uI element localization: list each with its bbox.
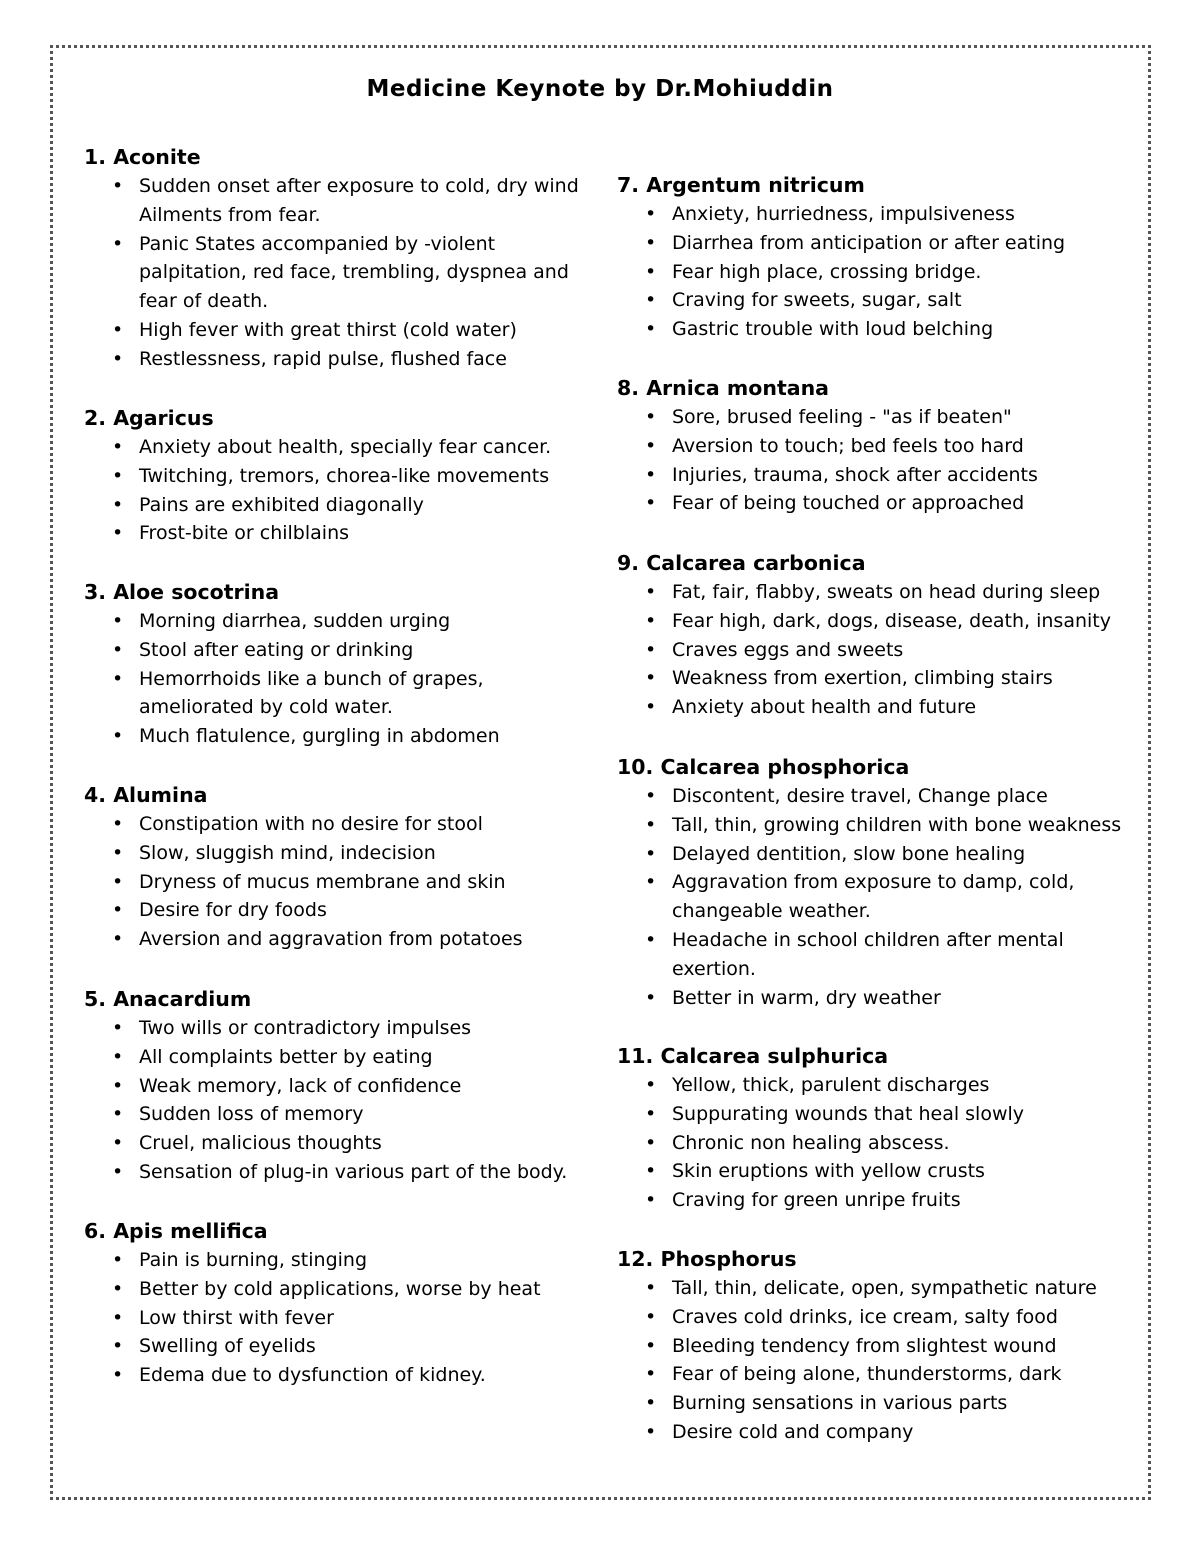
remedy-section-alumina: [84, 781, 599, 954]
keynote-list: [84, 810, 599, 954]
keynote-item: • Tall, thin, delicate, open, sympathetic nature: [617, 1274, 1137, 1303]
keynote-item: • Chronic non healing abscess.: [617, 1129, 1137, 1158]
keynote-item: • Sore, brused feeling - "as if beaten": [617, 403, 1137, 432]
keynote-item: • Suppurating wounds that heal slowly: [617, 1100, 1137, 1129]
keynote-item: • Fear of being touched or approached: [617, 489, 1137, 518]
keynote-item: • Pain is burning, stinging: [84, 1246, 599, 1275]
keynote-item: • Two wills or contradictory impulses: [84, 1014, 599, 1043]
remedy-section-phosphorus: [617, 1245, 1137, 1447]
keynote-item: • Dryness of mucus membrane and skin: [84, 868, 599, 897]
keynote-item: • Morning diarrhea, sudden urging: [84, 607, 599, 636]
keynote-item: • Fear high place, crossing bridge.: [617, 258, 1137, 287]
remedy-heading: 10. Calcarea phosphorica: [617, 755, 910, 779]
keynote-item: • Craving for sweets, sugar, salt: [617, 286, 1137, 315]
keynote-item: • Edema due to dysfunction of kidney.: [84, 1361, 599, 1390]
keynote-item: • Headache in school children after mental exertion.: [617, 926, 1137, 984]
keynote-item: • Frost-bite or chilblains: [84, 519, 599, 548]
keynote-item: • Much flatulence, gurgling in abdomen: [84, 722, 599, 751]
keynote-item: • Weak memory, lack of confidence: [84, 1072, 599, 1101]
keynote-item: • Desire for dry foods: [84, 896, 599, 925]
remedy-heading: 9. Calcarea carbonica: [617, 551, 866, 575]
keynote-item: • Better by cold applications, worse by heat: [84, 1275, 599, 1304]
keynote-item: • Craves eggs and sweets: [617, 636, 1137, 665]
keynote-item: • Twitching, tremors, chorea-like movements: [84, 462, 599, 491]
keynote-list: [84, 1014, 599, 1187]
keynote-item: • Bleeding tendency from slightest wound: [617, 1332, 1137, 1361]
keynote-item: • Anxiety, hurriedness, impulsiveness: [617, 200, 1137, 229]
remedy-heading: 7. Argentum nitricum: [617, 173, 865, 197]
keynote-list: [617, 578, 1137, 722]
remedy-section-calcarea-phosphorica: [617, 753, 1137, 1012]
keynote-item: • Craves cold drinks, ice cream, salty food: [617, 1303, 1137, 1332]
keynote-item: • Yellow, thick, parulent discharges: [617, 1071, 1137, 1100]
keynote-item: • Slow, sluggish mind, indecision: [84, 839, 599, 868]
keynote-list: [84, 433, 599, 548]
keynote-item: • Diarrhea from anticipation or after eating: [617, 229, 1137, 258]
keynote-list: [617, 1071, 1137, 1215]
remedy-section-arnica-montana: [617, 374, 1137, 518]
keynote-item: • Swelling of eyelids: [84, 1332, 599, 1361]
remedy-heading: 8. Arnica montana: [617, 376, 830, 400]
keynote-item: • Pains are exhibited diagonally: [84, 491, 599, 520]
keynote-item: • Aversion and aggravation from potatoes: [84, 925, 599, 954]
remedy-section-calcarea-carbonica: [617, 549, 1137, 722]
remedy-heading: 3. Aloe socotrina: [84, 580, 280, 604]
keynote-item: • Delayed dentition, slow bone healing: [617, 840, 1137, 869]
keynote-item: • Tall, thin, growing children with bone weakness: [617, 811, 1137, 840]
keynote-item: • Panic States accompanied by -violent palpitation, red face, trembling, dyspnea and fear of death.: [84, 230, 599, 316]
keynote-item: • High fever with great thirst (cold water): [84, 316, 599, 345]
keynote-item: • Sensation of plug-in various part of the body.: [84, 1158, 599, 1187]
keynote-item: • Aversion to touch; bed feels too hard: [617, 432, 1137, 461]
keynote-item: • Anxiety about health and future: [617, 693, 1137, 722]
remedy-section-aloe-socotrina: [84, 578, 599, 751]
keynote-item: • Craving for green unripe fruits: [617, 1186, 1137, 1215]
keynote-item: • Desire cold and company: [617, 1418, 1137, 1447]
keynote-item: • Cruel, malicious thoughts: [84, 1129, 599, 1158]
remedy-section-anacardium: [84, 985, 599, 1187]
remedy-section-aconite: [84, 143, 599, 374]
keynote-item: • Weakness from exertion, climbing stairs: [617, 664, 1137, 693]
remedy-section-argentum-nitricum: [617, 171, 1137, 344]
keynote-item: • Aggravation from exposure to damp, cold, changeable weather.: [617, 868, 1137, 926]
remedy-heading: 11. Calcarea sulphurica: [617, 1044, 889, 1068]
keynote-item: • Discontent, desire travel, Change place: [617, 782, 1137, 811]
keynote-item: • Hemorrhoids like a bunch of grapes, ameliorated by cold water.: [84, 665, 599, 723]
keynote-item: • Injuries, trauma, shock after accidents: [617, 461, 1137, 490]
page-title: Medicine Keynote by Dr.Mohiuddin: [366, 76, 834, 102]
remedy-heading: 6. Apis mellifica: [84, 1219, 268, 1243]
keynote-item: • Fear high, dark, dogs, disease, death, insanity: [617, 607, 1137, 636]
keynote-item: • Fat, fair, flabby, sweats on head during sleep: [617, 578, 1137, 607]
keynote-list: [617, 200, 1137, 344]
remedy-section-agaricus: [84, 404, 599, 548]
keynote-item: • Fear of being alone, thunderstorms, dark: [617, 1360, 1137, 1389]
remedy-heading: 4. Alumina: [84, 783, 208, 807]
keynote-list: [617, 1274, 1137, 1447]
keynote-list: [84, 607, 599, 751]
remedy-heading: 12. Phosphorus: [617, 1247, 797, 1271]
keynote-list: [84, 1246, 599, 1390]
keynote-item: • Better in warm, dry weather: [617, 984, 1137, 1013]
keynote-item: • Restlessness, rapid pulse, flushed face: [84, 345, 599, 374]
keynote-item: • Anxiety about health, specially fear cancer.: [84, 433, 599, 462]
remedy-heading: 2. Agaricus: [84, 406, 214, 430]
keynote-list: [84, 172, 599, 374]
keynote-list: [617, 403, 1137, 518]
remedy-heading: 1. Aconite: [84, 145, 201, 169]
keynote-item: • Burning sensations in various parts: [617, 1389, 1137, 1418]
remedy-section-calcarea-sulphurica: [617, 1042, 1137, 1215]
remedy-section-apis-mellifica: [84, 1217, 599, 1390]
keynote-item: • Sudden loss of memory: [84, 1100, 599, 1129]
keynote-list: [617, 782, 1137, 1012]
keynote-item: • Low thirst with fever: [84, 1304, 599, 1333]
keynote-item: • Skin eruptions with yellow crusts: [617, 1157, 1137, 1186]
keynote-item: • All complaints better by eating: [84, 1043, 599, 1072]
remedy-heading: 5. Anacardium: [84, 987, 252, 1011]
keynote-item: • Sudden onset after exposure to cold, dry wind Ailments from fear.: [84, 172, 599, 230]
keynote-item: • Gastric trouble with loud belching: [617, 315, 1137, 344]
keynote-item: • Constipation with no desire for stool: [84, 810, 599, 839]
keynote-item: • Stool after eating or drinking: [84, 636, 599, 665]
